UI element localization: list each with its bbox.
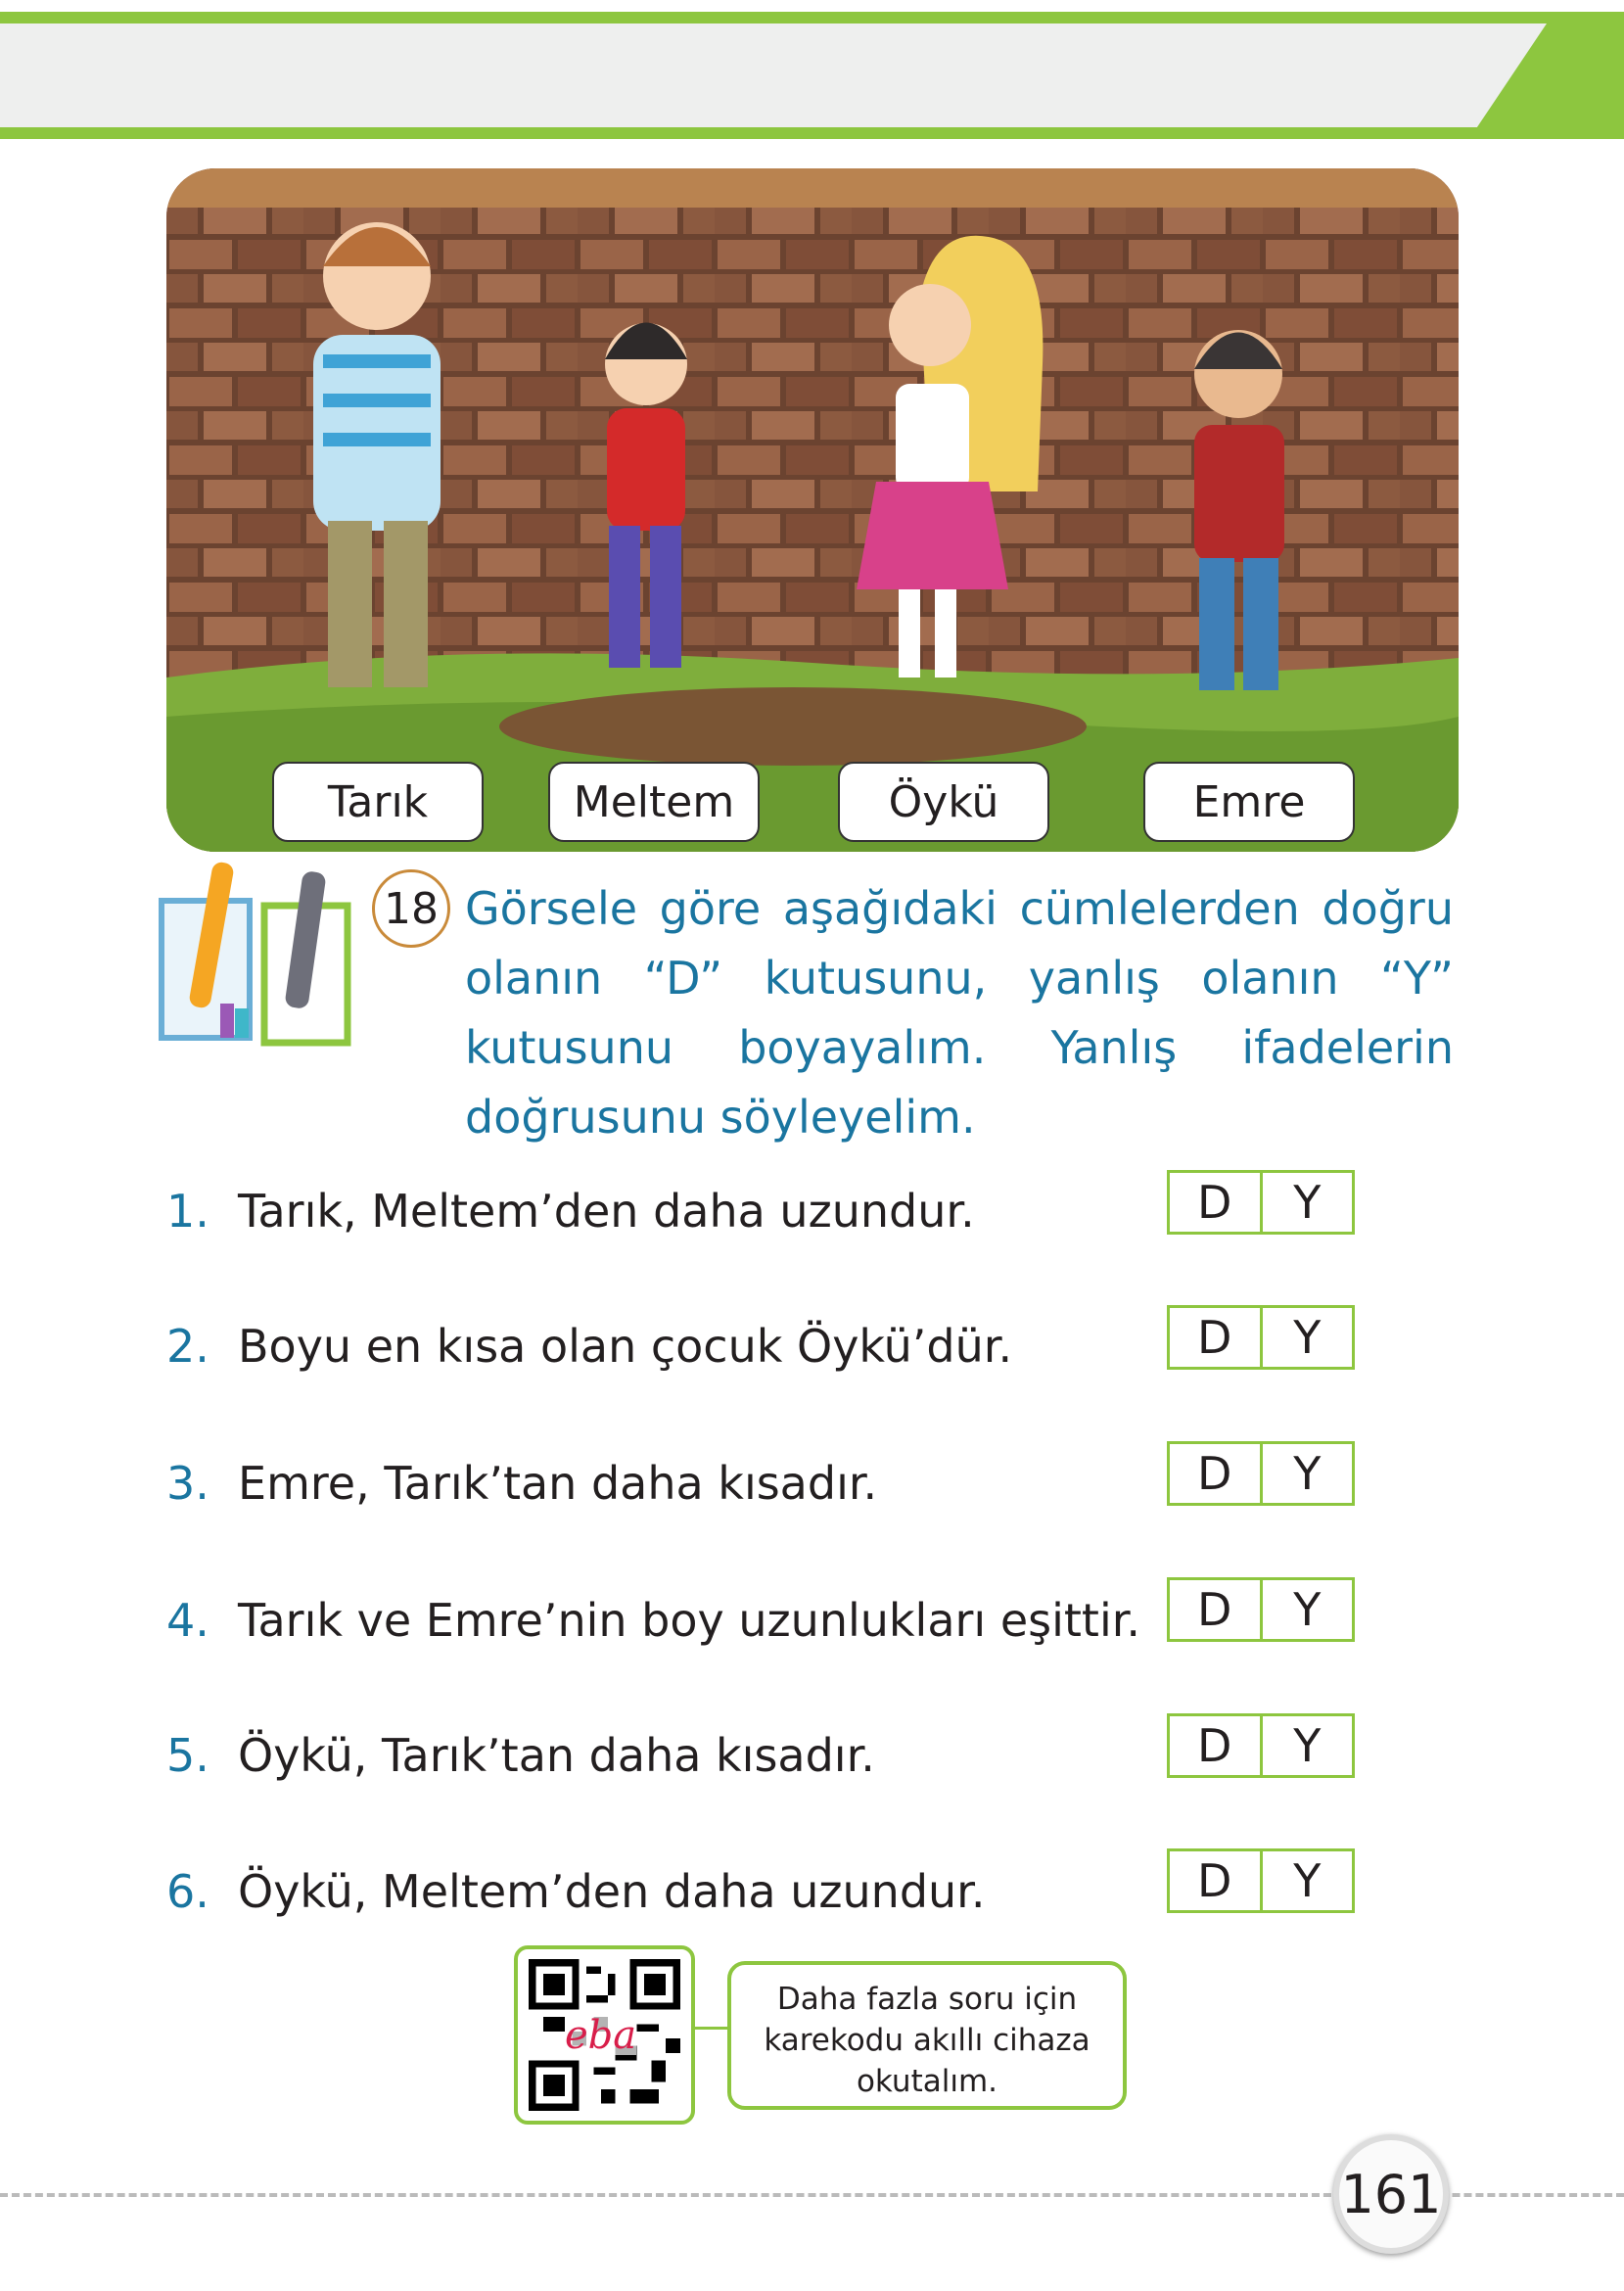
false-box[interactable]: Y: [1293, 1583, 1322, 1636]
false-box[interactable]: Y: [1293, 1719, 1322, 1772]
qr-connector: [695, 2027, 727, 2030]
true-box[interactable]: D: [1170, 1851, 1263, 1910]
true-box[interactable]: D: [1170, 1716, 1263, 1775]
name-tag-emre: Emre: [1143, 762, 1355, 842]
statement-4: [166, 1586, 1140, 1655]
eba-logo: eba: [565, 2013, 637, 2058]
statement-text: Emre, Tarık’tan daha kısadır.: [238, 1457, 878, 1510]
true-box[interactable]: D: [1170, 1580, 1263, 1639]
question-number: 18: [372, 869, 450, 948]
children-illustration: [166, 168, 1459, 852]
true-box[interactable]: D: [1170, 1173, 1263, 1232]
true-box[interactable]: D: [1170, 1308, 1263, 1367]
statement-number: 1.: [166, 1185, 209, 1238]
statement-6: [166, 1857, 986, 1926]
qr-caption: Daha fazla soru için karekodu akıllı cihaza okutalım.: [727, 1961, 1127, 2110]
statement-text: Öykü, Tarık’tan daha kısadır.: [238, 1729, 875, 1782]
statement-5: [166, 1721, 875, 1790]
qr-code[interactable]: [514, 1945, 695, 2125]
statement-number: 4.: [166, 1594, 209, 1647]
answer-box-5: [1167, 1713, 1355, 1778]
name-tag-meltem: Meltem: [548, 762, 760, 842]
answer-box-1: [1167, 1170, 1355, 1235]
name-tag-tarik: Tarık: [272, 762, 484, 842]
false-box[interactable]: Y: [1293, 1176, 1322, 1229]
name-tag-oyku: Öykü: [838, 762, 1049, 842]
answer-box-6: [1167, 1848, 1355, 1913]
page-number: 161: [1333, 2134, 1449, 2254]
statement-text: Tarık, Meltem’den daha uzundur.: [238, 1185, 975, 1238]
statement-text: Öykü, Meltem’den daha uzundur.: [238, 1865, 986, 1918]
statement-number: 2.: [166, 1320, 209, 1373]
header-band: [0, 12, 1624, 139]
false-box[interactable]: Y: [1293, 1311, 1322, 1364]
statement-3: [166, 1449, 877, 1518]
false-box[interactable]: Y: [1293, 1447, 1322, 1500]
pencil-mascots-icon: [157, 857, 352, 1052]
statement-number: 6.: [166, 1865, 209, 1918]
statement-number: 5.: [166, 1729, 209, 1782]
header-title-area: [0, 23, 1547, 127]
answer-box-2: [1167, 1305, 1355, 1370]
answer-box-3: [1167, 1441, 1355, 1506]
true-box[interactable]: D: [1170, 1444, 1263, 1503]
statement-text: Tarık ve Emre’nin boy uzunlukları eşittir.: [238, 1594, 1141, 1647]
statement-2: [166, 1312, 1012, 1380]
statement-number: 3.: [166, 1457, 209, 1510]
answer-box-4: [1167, 1577, 1355, 1642]
false-box[interactable]: Y: [1293, 1854, 1322, 1907]
statement-1: [166, 1177, 975, 1245]
statement-text: Boyu en kısa olan çocuk Öykü’dür.: [238, 1320, 1013, 1373]
question-instruction: Görsele göre aşağıdaki cümlelerden doğru olanın “D” kutusunu, yanlış olanın “Y” kutusunu boyayalım. Yanlış ifadelerin doğrusunu söyleyelim.: [465, 882, 1454, 1144]
